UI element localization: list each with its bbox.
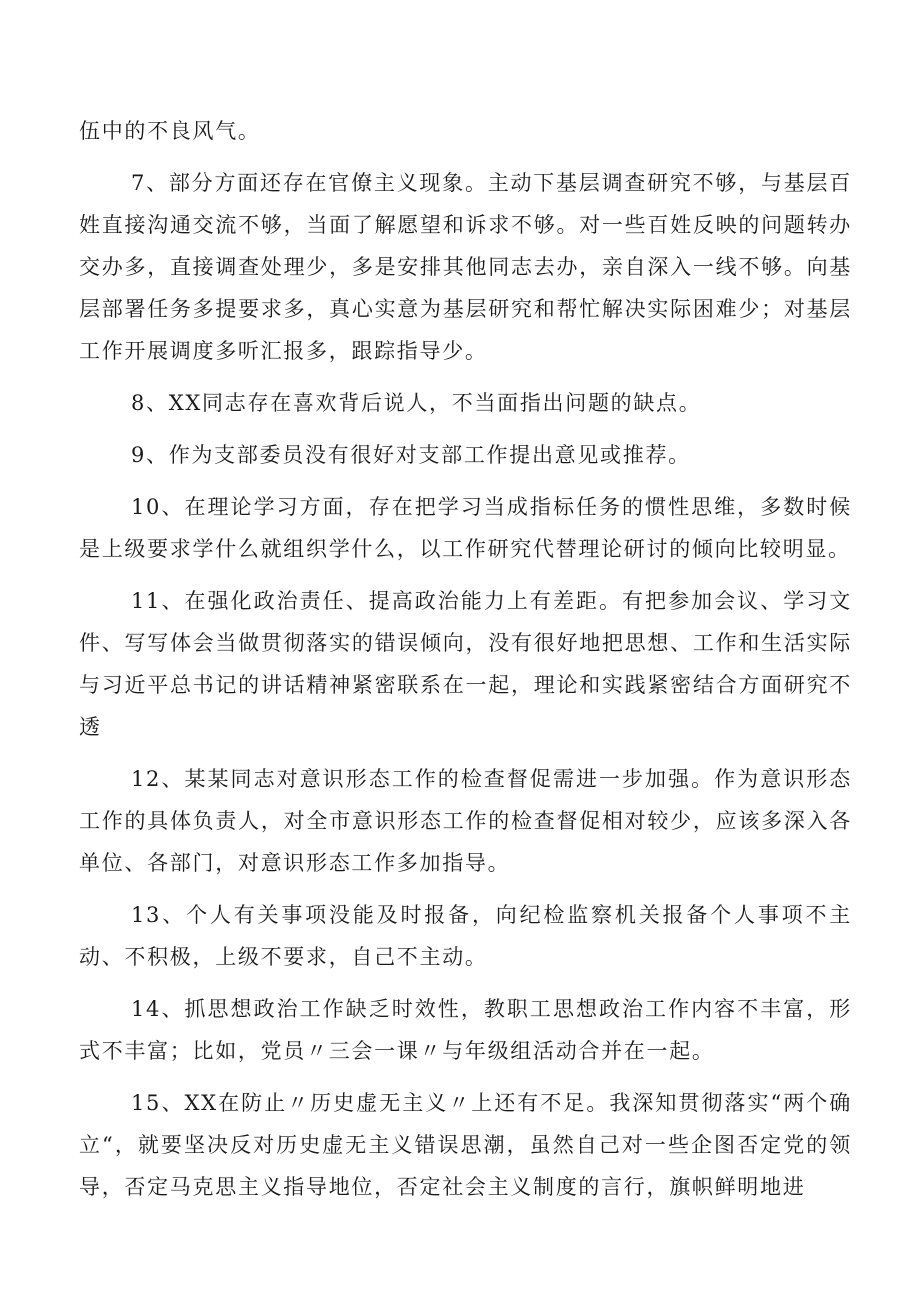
paragraph-13: 13、个人有关事项没能及时报备，向纪检监察机关报备个人事项不主动、不积极，上级不要求，自己不主动。 bbox=[79, 903, 852, 969]
paragraph-7: 7、部分方面还存在官僚主义现象。主动下基层调查研究不够，与基层百姓直接沟通交流不够，当面了解愿望和诉求不够。对一些百姓反映的问题转办交办多，直接调查处理少，多是安排其他同志去办，亲自深入一线不够。向基层部署任务多提要求多，真心实意为基层研究和帮忙解决实际困难少；对基层工作开展调度多听汇报多，跟踪指导少。 bbox=[79, 171, 852, 363]
paragraph-continuation: 伍中的不良风气。 bbox=[79, 119, 261, 143]
paragraph-12: 12、某某同志对意识形态工作的检查督促需进一步加强。作为意识形态工作的具体负责人，对全市意识形态工作的检查督促相对较少，应该多深入各单位、各部门，对意识形态工作多加指导。 bbox=[79, 767, 852, 875]
paragraph-15: 15、XX在防止〃历史虚无主义〃上还有不足。我深知贯彻落实“两个确立“，就要坚决反对历史虚无主义错误思潮，虽然自己对一些企图否定党的领导，否定马克思主义指导地位，否定社会主义制度的言行，旗帜鲜明地进 bbox=[79, 1091, 852, 1199]
paragraph-11: 11、在强化政治责任、提高政治能力上有差距。有把参加会议、学习文件、写写体会当做贯彻落实的错误倾向，没有很好地把思想、工作和生活实际与习近平总书记的讲话精神紧密联系在一起，理论和实践紧密结合方面研究不透 bbox=[79, 589, 852, 739]
paragraph-14: 14、抓思想政治工作缺乏时效性，教职工思想政治工作内容不丰富，形式不丰富；比如，党员〃三会一课〃与年级组活动合并在一起。 bbox=[79, 997, 852, 1063]
paragraph-9: 9、作为支部委员没有很好对支部工作提出意见或推荐。 bbox=[131, 443, 691, 467]
document-body bbox=[79, 110, 852, 1208]
paragraph-10: 10、在理论学习方面，存在把学习当成指标任务的惯性思维，多数时候是上级要求学什么就组织学什么，以工作研究代替理论研讨的倾向比较明显。 bbox=[79, 495, 852, 561]
paragraph-8: 8、XX同志存在喜欢背后说人，不当面指出问题的缺点。 bbox=[131, 391, 702, 415]
